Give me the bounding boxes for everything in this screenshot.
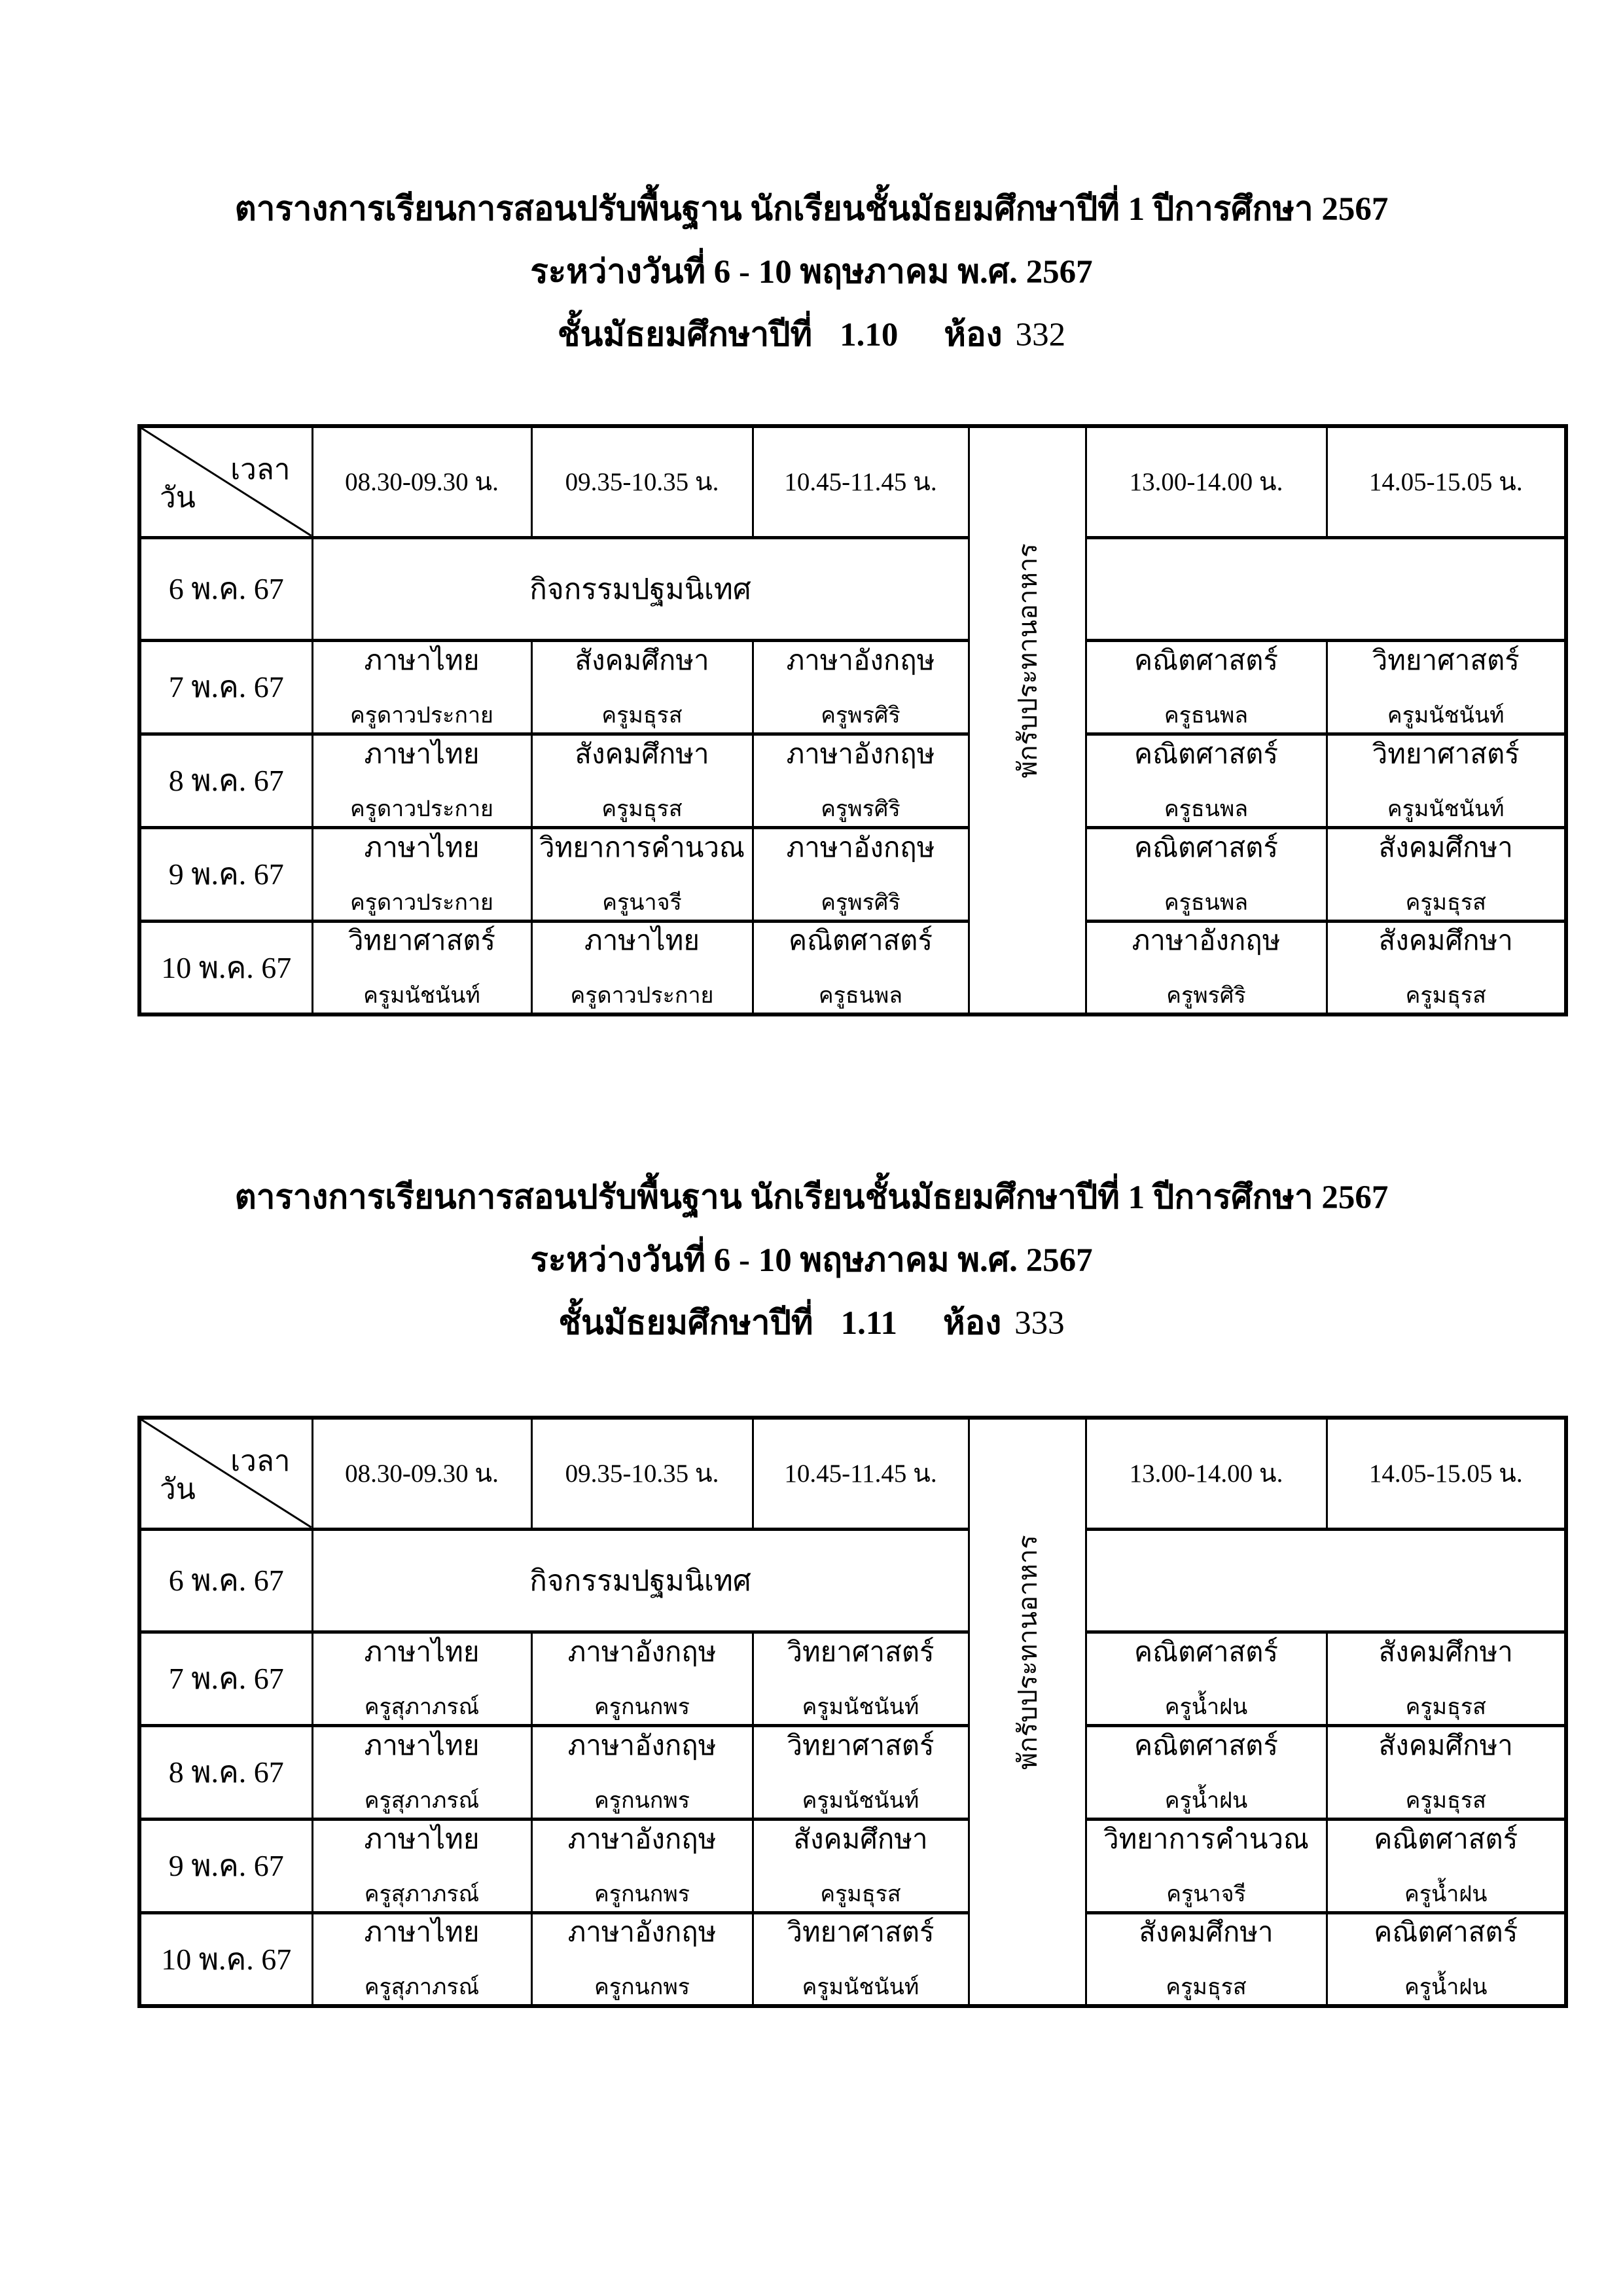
table-row <box>139 921 1566 1014</box>
day-cell: 8 พ.ค. 67 <box>139 734 312 827</box>
timetable-1-11 <box>137 1416 1568 2008</box>
day-time-corner-cell <box>139 1418 312 1529</box>
subject-name: คณิตศาสตร์ <box>1133 1637 1279 1668</box>
period-cell <box>753 640 969 734</box>
teacher-name: ครูน้ำฝน <box>1404 1882 1488 1907</box>
subject-name: วิทยาศาสตร์ <box>348 926 496 957</box>
header-row <box>139 1418 1566 1529</box>
teacher-name: ครูน้ำฝน <box>1164 1788 1248 1813</box>
orientation-activity-cell: กิจกรรมปฐมนิเทศ <box>312 537 969 640</box>
table-row <box>139 640 1566 734</box>
period-cell <box>312 1632 531 1725</box>
table-row <box>139 1529 1566 1632</box>
subject-name: ภาษาไทย <box>364 833 480 863</box>
period-cell <box>753 1912 969 2006</box>
room-label: ห้อง <box>944 317 1003 353</box>
teacher-name: ครูดาวประกาย <box>350 703 493 728</box>
time-header: 09.35-10.35 น. <box>531 1418 753 1529</box>
teacher-name: ครูมธุรส <box>1405 1788 1486 1813</box>
room-number: 332 <box>1015 317 1066 353</box>
subject-name: ภาษาไทย <box>364 1918 480 1948</box>
teacher-name: ครูสุภาภรณ์ <box>364 1882 480 1907</box>
table-row <box>139 1632 1566 1725</box>
subject-name: สังคมศึกษา <box>1139 1918 1274 1948</box>
teacher-name: ครูสุภาภรณ์ <box>364 1695 480 1719</box>
teacher-name: ครูพรศิริ <box>821 890 901 915</box>
teacher-name: ครูดาวประกาย <box>350 890 493 915</box>
title-line-3 <box>0 1292 1623 1355</box>
period-cell <box>1327 1725 1566 1819</box>
timetable-1-10 <box>137 424 1568 1016</box>
class-prefix: ชั้นมัธยมศึกษาปีที่ <box>558 1305 813 1342</box>
period-cell <box>531 1725 753 1819</box>
teacher-name: ครูกนกพร <box>594 1695 690 1719</box>
time-header: 13.00-14.00 น. <box>1086 1418 1327 1529</box>
subject-name: ภาษาไทย <box>364 645 480 676</box>
teacher-name: ครูกนกพร <box>594 1788 690 1813</box>
time-header: 08.30-09.30 น. <box>312 1418 531 1529</box>
table-row <box>139 827 1566 921</box>
class-number: 1.11 <box>840 1305 897 1342</box>
subject-name: คณิตศาสตร์ <box>788 926 933 957</box>
teacher-name: ครูธนพล <box>1164 703 1249 728</box>
period-cell <box>531 1912 753 2006</box>
day-cell: 10 พ.ค. 67 <box>139 921 312 1014</box>
subject-name: คณิตศาสตร์ <box>1133 833 1279 863</box>
teacher-name: ครูนาจรี <box>602 890 682 915</box>
period-cell <box>753 734 969 827</box>
subject-name: ภาษาไทย <box>584 926 700 957</box>
subject-name: วิทยาศาสตร์ <box>787 1731 935 1761</box>
period-cell <box>1327 1912 1566 2006</box>
period-cell <box>1086 1725 1327 1819</box>
teacher-name: ครูมนัชนันท์ <box>363 984 480 1009</box>
title-line-2: ระหว่างวันที่ 6 - 10 พฤษภาคม พ.ศ. 2567 <box>530 254 1093 291</box>
time-axis-label: เวลา <box>230 454 291 486</box>
teacher-name: ครูพรศิริ <box>821 797 901 821</box>
period-cell <box>1327 827 1566 921</box>
title-line-1: ตารางการเรียนการสอนปรับพื้นฐาน นักเรียนชั้นมัธยมศึกษาปีที่ 1 ปีการศึกษา 2567 <box>234 1179 1389 1216</box>
title-line-2: ระหว่างวันที่ 6 - 10 พฤษภาคม พ.ศ. 2567 <box>530 1242 1093 1279</box>
teacher-name: ครูมธุรส <box>1405 984 1486 1009</box>
period-cell <box>753 1819 969 1912</box>
empty-afternoon-cell <box>1086 1529 1566 1632</box>
teacher-name: ครูธนพล <box>1164 797 1249 821</box>
table-row <box>139 1912 1566 2006</box>
period-cell <box>1086 1912 1327 2006</box>
time-header: 14.05-15.05 น. <box>1327 426 1566 537</box>
subject-name: ภาษาอังกฤษ <box>786 645 935 676</box>
subject-name: วิทยาศาสตร์ <box>787 1637 935 1668</box>
period-cell <box>312 734 531 827</box>
teacher-name: ครูกนกพร <box>594 1975 690 2000</box>
lunch-break-label: พักรับประทานอาหาร <box>1012 543 1043 778</box>
period-cell <box>312 1725 531 1819</box>
time-header: 14.05-15.05 น. <box>1327 1418 1566 1529</box>
period-cell <box>312 1819 531 1912</box>
orientation-activity-cell: กิจกรรมปฐมนิเทศ <box>312 1529 969 1632</box>
period-cell <box>531 1819 753 1912</box>
room-number: 333 <box>1014 1305 1065 1342</box>
subject-name: ภาษาอังกฤษ <box>567 1918 717 1948</box>
period-cell <box>531 640 753 734</box>
teacher-name: ครูมธุรส <box>1405 1695 1486 1719</box>
period-cell <box>1327 921 1566 1014</box>
lunch-break-label: พักรับประทานอาหาร <box>1012 1534 1043 1770</box>
period-cell <box>531 921 753 1014</box>
period-cell <box>1086 827 1327 921</box>
teacher-name: ครูมธุรส <box>1166 1975 1247 2000</box>
teacher-name: ครูสุภาภรณ์ <box>364 1975 480 2000</box>
subject-name: คณิตศาสตร์ <box>1374 1824 1518 1855</box>
period-cell <box>753 1632 969 1725</box>
period-cell <box>1327 1819 1566 1912</box>
subject-name: วิทยาการคำนวณ <box>539 833 745 863</box>
subject-name: ภาษาอังกฤษ <box>567 1637 717 1668</box>
period-cell <box>1086 921 1327 1014</box>
day-cell: 7 พ.ค. 67 <box>139 640 312 734</box>
subject-name: วิทยาการคำนวณ <box>1103 1824 1309 1855</box>
time-header: 10.45-11.45 น. <box>753 1418 969 1529</box>
table-row <box>139 1819 1566 1912</box>
table-row <box>139 1725 1566 1819</box>
title-line-1: ตารางการเรียนการสอนปรับพื้นฐาน นักเรียนชั้นมัธยมศึกษาปีที่ 1 ปีการศึกษา 2567 <box>234 191 1389 228</box>
period-cell <box>1086 734 1327 827</box>
subject-name: สังคมศึกษา <box>1378 833 1513 863</box>
teacher-name: ครูธนพล <box>818 984 903 1009</box>
period-cell <box>312 827 531 921</box>
subject-name: วิทยาศาสตร์ <box>1372 645 1520 676</box>
subject-name: คณิตศาสตร์ <box>1374 1918 1518 1948</box>
teacher-name: ครูพรศิริ <box>1166 984 1246 1009</box>
period-cell <box>531 734 753 827</box>
time-header: 09.35-10.35 น. <box>531 426 753 537</box>
teacher-name: ครูนาจรี <box>1166 1882 1246 1907</box>
table-row <box>139 734 1566 827</box>
time-header: 13.00-14.00 น. <box>1086 426 1327 537</box>
subject-name: ภาษาไทย <box>364 739 480 770</box>
subject-name: สังคมศึกษา <box>1378 1731 1513 1761</box>
teacher-name: ครูดาวประกาย <box>350 797 493 821</box>
day-cell: 8 พ.ค. 67 <box>139 1725 312 1819</box>
period-cell <box>312 921 531 1014</box>
day-cell: 6 พ.ค. 67 <box>139 537 312 640</box>
day-cell: 9 พ.ค. 67 <box>139 827 312 921</box>
teacher-name: ครูธนพล <box>1164 890 1249 915</box>
subject-name: ภาษาอังกฤษ <box>786 833 935 863</box>
period-cell <box>312 640 531 734</box>
subject-name: ภาษาอังกฤษ <box>786 739 935 770</box>
teacher-name: ครูมนัชนันท์ <box>802 1695 919 1719</box>
period-cell <box>312 1912 531 2006</box>
day-cell: 9 พ.ค. 67 <box>139 1819 312 1912</box>
day-cell: 6 พ.ค. 67 <box>139 1529 312 1632</box>
class-number: 1.10 <box>840 317 899 353</box>
teacher-name: ครูมธุรส <box>1405 890 1486 915</box>
subject-name: ภาษาอังกฤษ <box>567 1824 717 1855</box>
room-label: ห้อง <box>943 1305 1002 1342</box>
teacher-name: ครูมธุรส <box>820 1882 901 1907</box>
table-row <box>139 537 1566 640</box>
time-header: 08.30-09.30 น. <box>312 426 531 537</box>
subject-name: คณิตศาสตร์ <box>1133 739 1279 770</box>
teacher-name: ครูมนัชนันท์ <box>802 1788 919 1813</box>
subject-name: สังคมศึกษา <box>793 1824 928 1855</box>
period-cell <box>531 1632 753 1725</box>
period-cell <box>753 827 969 921</box>
day-time-corner-cell <box>139 426 312 537</box>
empty-afternoon-cell <box>1086 537 1566 640</box>
subject-name: ภาษาอังกฤษ <box>1132 926 1281 957</box>
teacher-name: ครูน้ำฝน <box>1404 1975 1488 2000</box>
day-axis-label: วัน <box>160 481 196 514</box>
header-row <box>139 426 1566 537</box>
period-cell <box>531 827 753 921</box>
class-prefix: ชั้นมัธยมศึกษาปีที่ <box>557 317 813 353</box>
period-cell <box>1327 1632 1566 1725</box>
time-axis-label: เวลา <box>230 1445 291 1477</box>
period-cell <box>1327 734 1566 827</box>
period-cell <box>1086 1632 1327 1725</box>
title-line-3 <box>0 304 1623 367</box>
period-cell <box>1327 640 1566 734</box>
subject-name: สังคมศึกษา <box>575 645 709 676</box>
subject-name: สังคมศึกษา <box>1378 926 1513 957</box>
teacher-name: ครูสุภาภรณ์ <box>364 1788 480 1813</box>
teacher-name: ครูพรศิริ <box>821 703 901 728</box>
period-cell <box>753 921 969 1014</box>
teacher-name: ครูมนัชนันท์ <box>1387 797 1505 821</box>
subject-name: สังคมศึกษา <box>1378 1637 1513 1668</box>
subject-name: ภาษาอังกฤษ <box>567 1731 717 1761</box>
title-block-1-11 <box>0 1166 1623 1355</box>
subject-name: วิทยาศาสตร์ <box>1372 739 1520 770</box>
teacher-name: ครูมธุรส <box>601 797 683 821</box>
teacher-name: ครูมนัชนันท์ <box>1387 703 1505 728</box>
time-header: 10.45-11.45 น. <box>753 426 969 537</box>
teacher-name: ครูมธุรส <box>601 703 683 728</box>
subject-name: คณิตศาสตร์ <box>1133 645 1279 676</box>
period-cell <box>1086 1819 1327 1912</box>
period-cell <box>1086 640 1327 734</box>
lunch-break-cell <box>969 1418 1086 2006</box>
subject-name: วิทยาศาสตร์ <box>787 1918 935 1948</box>
teacher-name: ครูมนัชนันท์ <box>802 1975 919 2000</box>
subject-name: คณิตศาสตร์ <box>1133 1731 1279 1761</box>
teacher-name: ครูดาวประกาย <box>570 984 714 1009</box>
teacher-name: ครูกนกพร <box>594 1882 690 1907</box>
subject-name: สังคมศึกษา <box>575 739 709 770</box>
subject-name: ภาษาไทย <box>364 1637 480 1668</box>
day-axis-label: วัน <box>160 1473 196 1505</box>
title-block-1-10 <box>0 178 1623 367</box>
teacher-name: ครูน้ำฝน <box>1164 1695 1248 1719</box>
lunch-break-cell <box>969 426 1086 1014</box>
subject-name: ภาษาไทย <box>364 1824 480 1855</box>
subject-name: ภาษาไทย <box>364 1731 480 1761</box>
day-cell: 10 พ.ค. 67 <box>139 1912 312 2006</box>
period-cell <box>753 1725 969 1819</box>
day-cell: 7 พ.ค. 67 <box>139 1632 312 1725</box>
